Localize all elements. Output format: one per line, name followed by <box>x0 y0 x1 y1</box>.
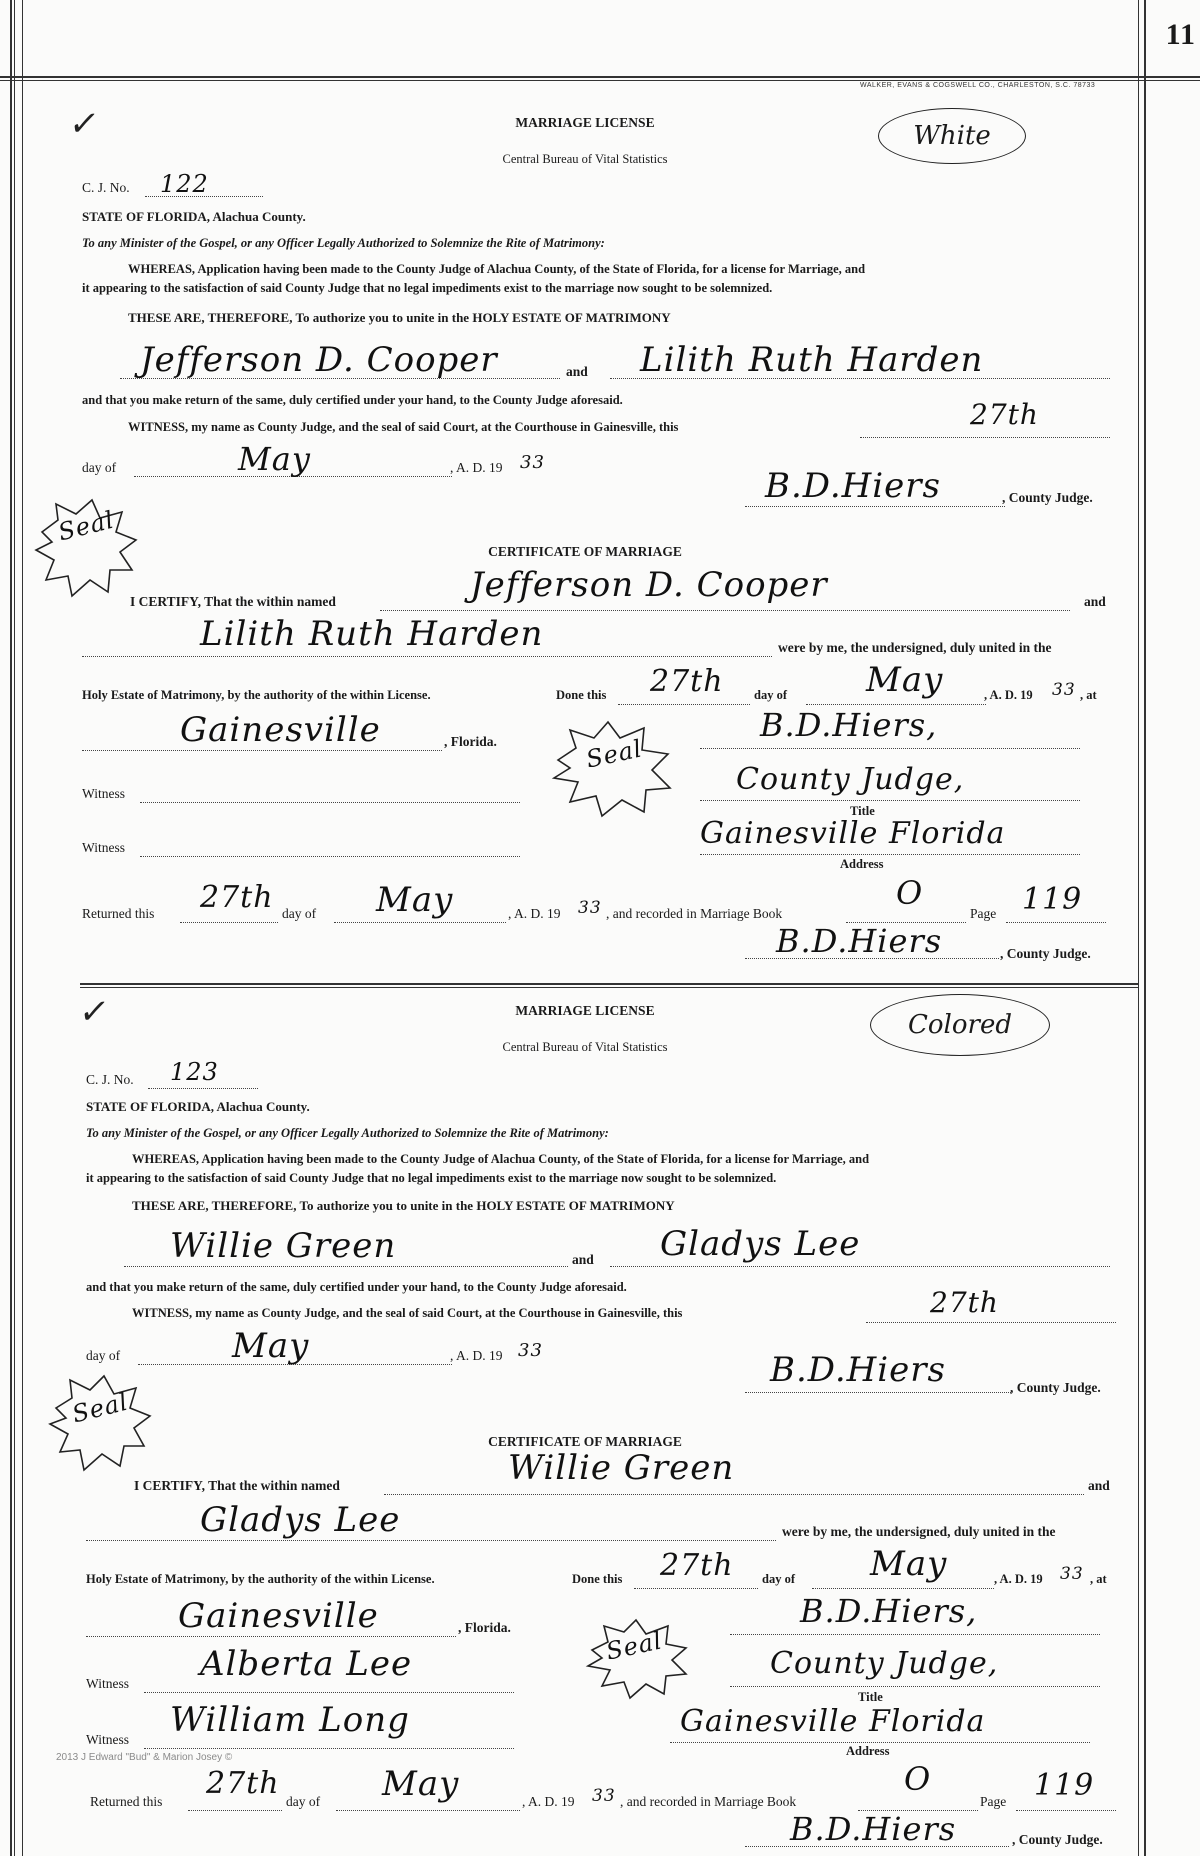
blank-line <box>812 1588 994 1589</box>
county-judge-label: , County Judge. <box>1010 1380 1101 1395</box>
officiant-address: Gainesville Florida <box>700 816 1006 851</box>
ad-label: , A. D. 19 <box>984 688 1033 702</box>
cert-year: 33 <box>1060 1564 1084 1584</box>
recorder-signature: B.D.Hiers <box>776 922 943 960</box>
and-label: and <box>1084 594 1106 609</box>
page-number: 11 <box>1165 18 1196 51</box>
day-of-label: day of <box>286 1794 321 1809</box>
florida-label: , Florida. <box>444 734 497 749</box>
recorded-book-label: , and recorded in Marriage Book <box>606 906 783 921</box>
blank-line <box>124 1266 568 1267</box>
i-certify: I CERTIFY, That the within named <box>134 1478 340 1493</box>
were-by-me: were by me, the undersigned, duly united in the <box>782 1524 1056 1539</box>
county-judge-label: , County Judge. <box>1002 490 1093 505</box>
blank-line <box>745 958 999 959</box>
cj-number: 123 <box>170 1058 219 1086</box>
ad-label: , A. D. 19 <box>994 1572 1043 1586</box>
cert-year: 33 <box>1052 680 1076 700</box>
license-day: 27th <box>930 1286 999 1319</box>
witness-label: Witness <box>82 786 125 801</box>
state-line: STATE OF FLORIDA, Alachua County. <box>86 1099 310 1114</box>
blank-line <box>618 704 750 705</box>
blank-line <box>140 802 520 803</box>
cert-place: Gainesville <box>178 1596 379 1636</box>
blank-line <box>188 1810 282 1811</box>
blank-line <box>700 800 1080 801</box>
to-any-minister: To any Minister of the Gospel, or any Officer Legally Authorized to Solemnize the Rite of Matrimony: <box>82 236 605 250</box>
cj-no-label: C. J. No. <box>82 180 130 195</box>
done-this: Done this <box>556 688 607 702</box>
blank-line <box>140 856 520 857</box>
bureau-name: Central Bureau of Vital Statistics <box>502 152 668 166</box>
page-value: 119 <box>1034 1768 1095 1803</box>
cert-bride: Lilith Ruth Harden <box>200 614 544 654</box>
cj-no-label: C. J. No. <box>86 1072 134 1087</box>
officiant-title: County Judge, <box>736 762 965 797</box>
officiant-title: County Judge, <box>770 1646 999 1681</box>
blank-line <box>336 1810 520 1811</box>
bride-name: Lilith Ruth Harden <box>640 340 984 380</box>
blank-line <box>86 1540 776 1541</box>
margin-rule <box>10 0 12 1856</box>
whereas-line-2: it appearing to the satisfaction of said County Judge that no legal impediments exist to the marriage now sought to be solemnized. <box>82 281 773 295</box>
seal-text: Seal <box>603 1626 665 1666</box>
blank-line <box>634 1588 758 1589</box>
cert-groom: Jefferson D. Cooper <box>470 565 828 605</box>
witness-1: Alberta Lee <box>200 1644 413 1684</box>
returned-year: 33 <box>592 1786 616 1806</box>
margin-rule <box>1138 0 1139 1856</box>
returned-day: 27th <box>200 880 274 915</box>
witness-judge: WITNESS, my name as County Judge, and the seal of said Court, at the Courthouse in Gainesville, this <box>128 420 679 434</box>
ad-label: , A. D. 19 <box>450 460 503 475</box>
officiant-address: Gainesville Florida <box>680 1704 986 1739</box>
blank-line <box>730 1686 1100 1687</box>
recorded-book-label: , and recorded in Marriage Book <box>620 1794 797 1809</box>
blank-line <box>610 1266 1110 1267</box>
blank-line <box>1006 922 1106 923</box>
returned-this: Returned this <box>90 1794 163 1809</box>
blank-line <box>670 1742 1090 1743</box>
state-line: STATE OF FLORIDA, Alachua County. <box>82 209 306 224</box>
county-judge-label: , County Judge. <box>1000 946 1091 961</box>
certificate-title: CERTIFICATE OF MARRIAGE <box>488 544 682 559</box>
returned-year: 33 <box>578 898 602 918</box>
page-label: Page <box>980 1794 1007 1809</box>
holy-estate: Holy Estate of Matrimony, by the authority of the within License. <box>86 1572 435 1586</box>
address-label: Address <box>840 857 884 871</box>
at-label: , at <box>1090 1572 1107 1586</box>
authorize-line: THESE ARE, THEREFORE, To authorize you to unite in the HOLY ESTATE OF MATRIMONY <box>132 1198 675 1213</box>
florida-label: , Florida. <box>458 1620 511 1635</box>
blank-line <box>610 378 1110 379</box>
blank-line <box>86 1636 456 1637</box>
license-month: May <box>232 1326 310 1366</box>
top-rule <box>0 76 1200 78</box>
witness-label: Witness <box>86 1676 129 1691</box>
whereas-line-1: WHEREAS, Application having been made to the County Judge of Alachua County, of the State of Florida, for a license for Marriage, and <box>132 1152 870 1166</box>
groom-name: Jefferson D. Cooper <box>140 340 498 380</box>
whereas-line-1: WHEREAS, Application having been made to the County Judge of Alachua County, of the State of Florida, for a license for Marriage, and <box>128 262 866 276</box>
certificate-title: CERTIFICATE OF MARRIAGE <box>488 1434 682 1449</box>
seal-text: Seal <box>55 505 118 547</box>
blank-line <box>380 610 1070 611</box>
page-value: 119 <box>1022 882 1083 917</box>
blank-line <box>745 506 1005 507</box>
returned-this: Returned this <box>82 906 155 921</box>
book-value: O <box>904 1760 932 1798</box>
margin-rule <box>14 0 15 1856</box>
blank-line <box>144 1748 514 1749</box>
cert-place: Gainesville <box>180 710 381 750</box>
blank-line <box>745 1846 1009 1847</box>
blank-line <box>1016 1810 1116 1811</box>
day-of-label: day of <box>86 1348 121 1363</box>
day-of-label: day of <box>762 1572 795 1586</box>
make-return: and that you make return of the same, duly certified under your hand, to the County Judge aforesaid. <box>86 1280 627 1294</box>
witness-2: William Long <box>170 1700 410 1740</box>
title-label: Title <box>858 1690 883 1704</box>
book-value: O <box>896 874 924 912</box>
record-separator <box>80 987 1138 988</box>
cert-day: 27th <box>660 1548 734 1583</box>
blank-line <box>180 922 278 923</box>
cj-number: 122 <box>160 170 209 198</box>
ad-label: , A. D. 19 <box>522 1794 575 1809</box>
county-judge-label: , County Judge. <box>1012 1832 1103 1847</box>
returned-day: 27th <box>206 1766 280 1801</box>
bride-name: Gladys Lee <box>660 1224 861 1264</box>
blank-line <box>700 854 1080 855</box>
holy-estate: Holy Estate of Matrimony, by the authority of the within License. <box>82 688 431 702</box>
blank-line <box>384 1494 1084 1495</box>
blank-line <box>144 1692 514 1693</box>
and-label: and <box>566 364 588 379</box>
blank-line <box>806 704 986 705</box>
license-month: May <box>238 440 311 478</box>
race-annotation: Colored <box>870 994 1050 1056</box>
judge-signature: B.D.Hiers <box>765 466 941 506</box>
officiant-signature: B.D.Hiers, <box>760 706 938 744</box>
authorize-line: THESE ARE, THEREFORE, To authorize you to unite in the HOLY ESTATE OF MATRIMONY <box>128 310 671 325</box>
judge-signature: B.D.Hiers <box>770 1350 946 1390</box>
title-label: Title <box>850 804 875 818</box>
blank-line <box>82 656 772 657</box>
cert-day: 27th <box>650 664 724 699</box>
ad-label: , A. D. 19 <box>508 906 561 921</box>
blank-line <box>120 378 560 379</box>
returned-month: May <box>382 1764 460 1804</box>
bureau-name: Central Bureau of Vital Statistics <box>502 1040 668 1054</box>
blank-line <box>700 748 1080 749</box>
witness-judge: WITNESS, my name as County Judge, and the seal of said Court, at the Courthouse in Gainesville, this <box>132 1306 683 1320</box>
seal-text: Seal <box>69 1387 132 1429</box>
margin-rule <box>22 0 23 1856</box>
were-by-me: were by me, the undersigned, duly united in the <box>778 640 1052 655</box>
whereas-line-2: it appearing to the satisfaction of said County Judge that no legal impediments exist to the marriage now sought to be solemnized. <box>86 1171 777 1185</box>
record-separator <box>80 983 1138 985</box>
recorder-signature: B.D.Hiers <box>790 1810 957 1848</box>
groom-name: Willie Green <box>170 1226 397 1266</box>
cert-bride: Gladys Lee <box>200 1500 401 1540</box>
blank-line <box>82 750 442 751</box>
and-label: and <box>1088 1478 1110 1493</box>
i-certify: I CERTIFY, That the within named <box>130 594 336 609</box>
day-of-label: day of <box>754 688 787 702</box>
blank-line <box>866 1322 1116 1323</box>
check-mark: ✓ <box>66 104 103 144</box>
day-of-label: day of <box>82 460 117 475</box>
witness-label: Witness <box>82 840 125 855</box>
done-this: Done this <box>572 1572 623 1586</box>
margin-rule <box>1144 0 1146 1856</box>
address-label: Address <box>846 1744 890 1758</box>
at-label: , at <box>1080 688 1097 702</box>
witness-label: Witness <box>86 1732 129 1747</box>
ad-label: , A. D. 19 <box>450 1348 503 1363</box>
copyright-notice: 2013 J Edward "Bud" & Marion Josey © <box>56 1752 233 1763</box>
cert-groom: Willie Green <box>508 1448 735 1488</box>
seal-text: Seal <box>583 734 645 774</box>
blank-line <box>730 1634 1100 1635</box>
officiant-signature: B.D.Hiers, <box>800 1592 978 1630</box>
make-return: and that you make return of the same, duly certified under your hand, to the County Judge aforesaid. <box>82 393 623 407</box>
printer-imprint: WALKER, EVANS & COGSWELL CO., CHARLESTON, S.C. 78733 <box>860 82 1096 89</box>
page-label: Page <box>970 906 997 921</box>
day-of-label: day of <box>282 906 317 921</box>
blank-line <box>334 922 506 923</box>
cert-month: May <box>866 660 944 700</box>
race-annotation: White <box>878 108 1026 164</box>
blank-line <box>148 1088 258 1089</box>
to-any-minister: To any Minister of the Gospel, or any Officer Legally Authorized to Solemnize the Rite of Matrimony: <box>86 1126 609 1140</box>
license-day: 27th <box>970 398 1039 431</box>
blank-line <box>745 1392 1011 1393</box>
blank-line <box>860 437 1110 438</box>
and-label: and <box>572 1252 594 1267</box>
license-year: 33 <box>520 452 545 473</box>
check-mark: ✓ <box>76 992 113 1032</box>
returned-month: May <box>376 880 454 920</box>
license-title: MARRIAGE LICENSE <box>515 1003 655 1018</box>
top-rule <box>0 80 1200 81</box>
license-year: 33 <box>518 1340 543 1361</box>
license-title: MARRIAGE LICENSE <box>515 115 655 130</box>
cert-month: May <box>870 1544 948 1584</box>
